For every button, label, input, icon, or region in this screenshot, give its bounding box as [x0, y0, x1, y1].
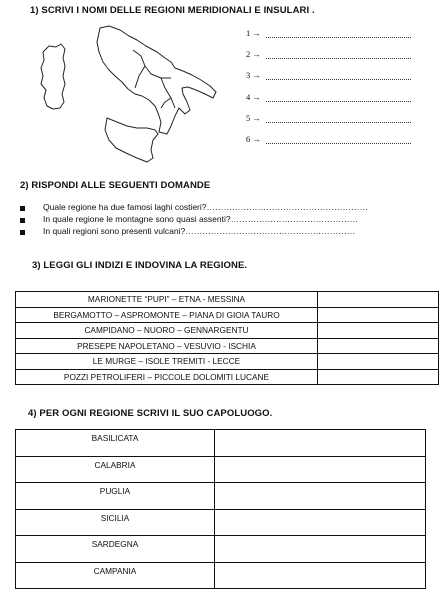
- region-cell: PUGLIA: [16, 483, 215, 510]
- answer-line-4[interactable]: [266, 101, 411, 102]
- region-cell: BASILICATA: [16, 430, 215, 457]
- answer-cell[interactable]: [318, 323, 439, 339]
- clue-cell: POZZI PETROLIFERI – PICCOLE DOLOMITI LUCANE: [16, 369, 318, 385]
- clue-cell: MARIONETTE “PUPI” – ETNA - MESSINA: [16, 292, 318, 308]
- table-row: [16, 354, 439, 370]
- answer-number-3: 3: [246, 70, 251, 80]
- region-cell: CALABRIA: [16, 456, 215, 483]
- section3-title: 3) LEGGI GLI INDIZI E INDOVINA LA REGIONE.: [32, 260, 248, 271]
- answer-line-1[interactable]: [266, 37, 411, 38]
- answer-cell[interactable]: [318, 292, 439, 308]
- clues-table: [15, 291, 439, 385]
- table-row: [16, 430, 426, 457]
- table-row: [16, 338, 439, 354]
- capital-answer-cell[interactable]: [215, 430, 426, 457]
- arrow-icon: →: [252, 134, 261, 144]
- arrow-icon: →: [252, 70, 261, 80]
- clue-cell: BERGAMOTTO – ASPROMONTE – PIANA DI GIOIA TAURO: [16, 307, 318, 323]
- capital-answer-cell[interactable]: [215, 509, 426, 536]
- arrow-icon: →: [252, 92, 261, 102]
- region-cell: CAMPANIA: [16, 562, 215, 589]
- mainland-outline: [97, 26, 216, 134]
- sardinia-outline: [41, 44, 65, 109]
- answer-line-6[interactable]: [266, 143, 411, 144]
- section1-title: 1) SCRIVI I NOMI DELLE REGIONI MERIDIONALI E INSULARI .: [30, 5, 315, 16]
- table-row: [16, 307, 439, 323]
- question-1[interactable]: Quale regione ha due famosi laghi costieri?…………………………………………………: [43, 202, 368, 212]
- region-cell: SICILIA: [16, 509, 215, 536]
- capital-answer-cell[interactable]: [215, 562, 426, 589]
- answer-line-5[interactable]: [266, 122, 411, 123]
- square-bullet-icon: [20, 206, 25, 211]
- clue-cell: PRESEPE NAPOLETANO – VESUVIO - ISCHIA: [16, 338, 318, 354]
- capital-answer-cell[interactable]: [215, 456, 426, 483]
- answer-number-4: 4: [246, 92, 251, 102]
- answer-number-1: 1: [246, 28, 251, 38]
- square-bullet-icon: [20, 230, 25, 235]
- clue-cell: LE MURGE – ISOLE TREMITI - LECCE: [16, 354, 318, 370]
- clue-cell: CAMPIDANO – NUORO – GENNARGENTU: [16, 323, 318, 339]
- section2-title: 2) RISPONDI ALLE SEGUENTI DOMANDE: [20, 180, 211, 191]
- answer-number-6: 6: [246, 134, 251, 144]
- table-row: [16, 456, 426, 483]
- table-row: [16, 562, 426, 589]
- table-row: [16, 536, 426, 563]
- question-2[interactable]: In quale regione le montagne sono quasi assenti?………………………………………: [43, 214, 359, 224]
- table-row: [16, 483, 426, 510]
- arrow-icon: →: [252, 49, 261, 59]
- capital-answer-cell[interactable]: [215, 483, 426, 510]
- answer-line-2[interactable]: [266, 58, 411, 59]
- table-row: [16, 369, 439, 385]
- arrow-icon: →: [252, 28, 261, 38]
- answer-cell[interactable]: [318, 354, 439, 370]
- question-3[interactable]: In quali regioni sono presenti vulcani?……………………………………………………: [43, 226, 356, 236]
- answer-line-3[interactable]: [266, 79, 411, 80]
- arrow-icon: →: [252, 113, 261, 123]
- answer-cell[interactable]: [318, 338, 439, 354]
- answer-cell[interactable]: [318, 307, 439, 323]
- answer-number-5: 5: [246, 113, 251, 123]
- square-bullet-icon: [20, 218, 25, 223]
- answer-number-2: 2: [246, 49, 251, 59]
- capital-answer-cell[interactable]: [215, 536, 426, 563]
- table-row: [16, 509, 426, 536]
- table-row: [16, 323, 439, 339]
- sicily-outline: [105, 118, 158, 162]
- answer-cell[interactable]: [318, 369, 439, 385]
- section4-title: 4) PER OGNI REGIONE SCRIVI IL SUO CAPOLUOGO.: [28, 408, 273, 419]
- region-cell: SARDEGNA: [16, 536, 215, 563]
- capitals-table: [15, 429, 426, 589]
- southern-italy-map: [25, 22, 225, 170]
- table-row: [16, 292, 439, 308]
